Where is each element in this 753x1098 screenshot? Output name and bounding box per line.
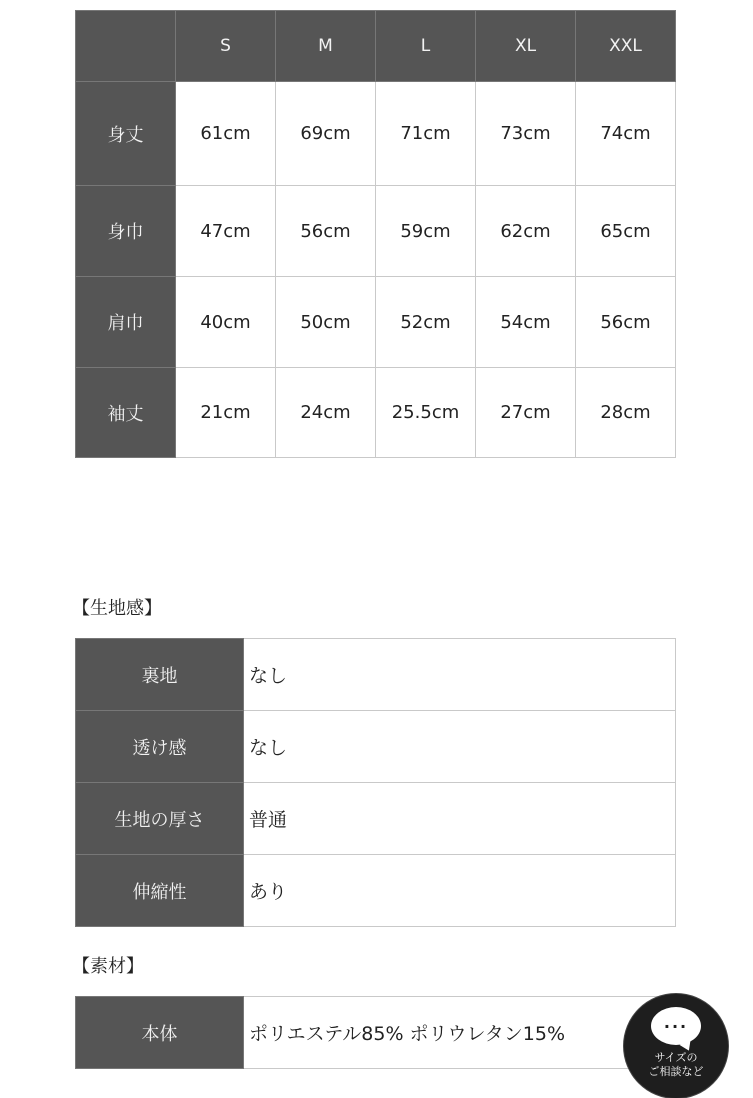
- chat-label-line1: サイズの: [654, 1051, 698, 1064]
- size-cell: 24cm: [276, 368, 376, 458]
- size-cell: 61cm: [176, 82, 276, 186]
- size-cell: 65cm: [576, 186, 676, 277]
- size-cell: 47cm: [176, 186, 276, 277]
- size-chart-table: [75, 10, 676, 458]
- size-cell: 27cm: [476, 368, 576, 458]
- size-cell: 56cm: [276, 186, 376, 277]
- fabric-section-title: 【生地感】: [72, 598, 162, 619]
- chat-label: [649, 1051, 704, 1079]
- size-cell: 73cm: [476, 82, 576, 186]
- attr-value: なし: [244, 639, 676, 711]
- size-cell: 59cm: [376, 186, 476, 277]
- size-cell: 25.5cm: [376, 368, 476, 458]
- row-label: 身巾: [76, 186, 176, 277]
- size-cell: 50cm: [276, 277, 376, 368]
- size-row-shoulder: [76, 277, 676, 368]
- chat-bubble-icon: [651, 1007, 701, 1045]
- attr-label: 伸縮性: [76, 855, 244, 927]
- chat-label-line2: ご相談など: [648, 1065, 704, 1078]
- material-section-title: 【素材】: [72, 956, 144, 977]
- fabric-row-sheerness: [76, 711, 676, 783]
- size-header-corner: [76, 11, 176, 82]
- size-cell: 69cm: [276, 82, 376, 186]
- fabric-row-stretch: [76, 855, 676, 927]
- size-cell: 21cm: [176, 368, 276, 458]
- size-header-s: S: [176, 11, 276, 82]
- attr-value: あり: [244, 855, 676, 927]
- attr-label: 生地の厚さ: [76, 783, 244, 855]
- attr-label: 透け感: [76, 711, 244, 783]
- size-row-length: [76, 82, 676, 186]
- attr-value: なし: [244, 711, 676, 783]
- size-consult-chat-button[interactable]: [624, 994, 728, 1098]
- row-label: 肩巾: [76, 277, 176, 368]
- size-cell: 62cm: [476, 186, 576, 277]
- attr-value: ポリエステル85% ポリウレタン15%: [244, 997, 676, 1069]
- size-header-xxl: XXL: [576, 11, 676, 82]
- size-cell: 52cm: [376, 277, 476, 368]
- size-cell: 74cm: [576, 82, 676, 186]
- fabric-table: [75, 638, 676, 927]
- chat-dots: ···: [663, 1016, 689, 1036]
- size-row-sleeve: [76, 368, 676, 458]
- fabric-row-lining: [76, 639, 676, 711]
- size-cell: 28cm: [576, 368, 676, 458]
- size-cell: 71cm: [376, 82, 476, 186]
- size-cell: 56cm: [576, 277, 676, 368]
- attr-label: 本体: [76, 997, 244, 1069]
- size-cell: 40cm: [176, 277, 276, 368]
- attr-value: 普通: [244, 783, 676, 855]
- row-label: 身丈: [76, 82, 176, 186]
- material-table: [75, 996, 676, 1069]
- material-row-body: [76, 997, 676, 1069]
- row-label: 袖丈: [76, 368, 176, 458]
- size-header-l: L: [376, 11, 476, 82]
- attr-label: 裏地: [76, 639, 244, 711]
- size-header-m: M: [276, 11, 376, 82]
- fabric-row-thickness: [76, 783, 676, 855]
- size-cell: 54cm: [476, 277, 576, 368]
- size-header-row: [76, 11, 676, 82]
- size-header-xl: XL: [476, 11, 576, 82]
- size-row-width: [76, 186, 676, 277]
